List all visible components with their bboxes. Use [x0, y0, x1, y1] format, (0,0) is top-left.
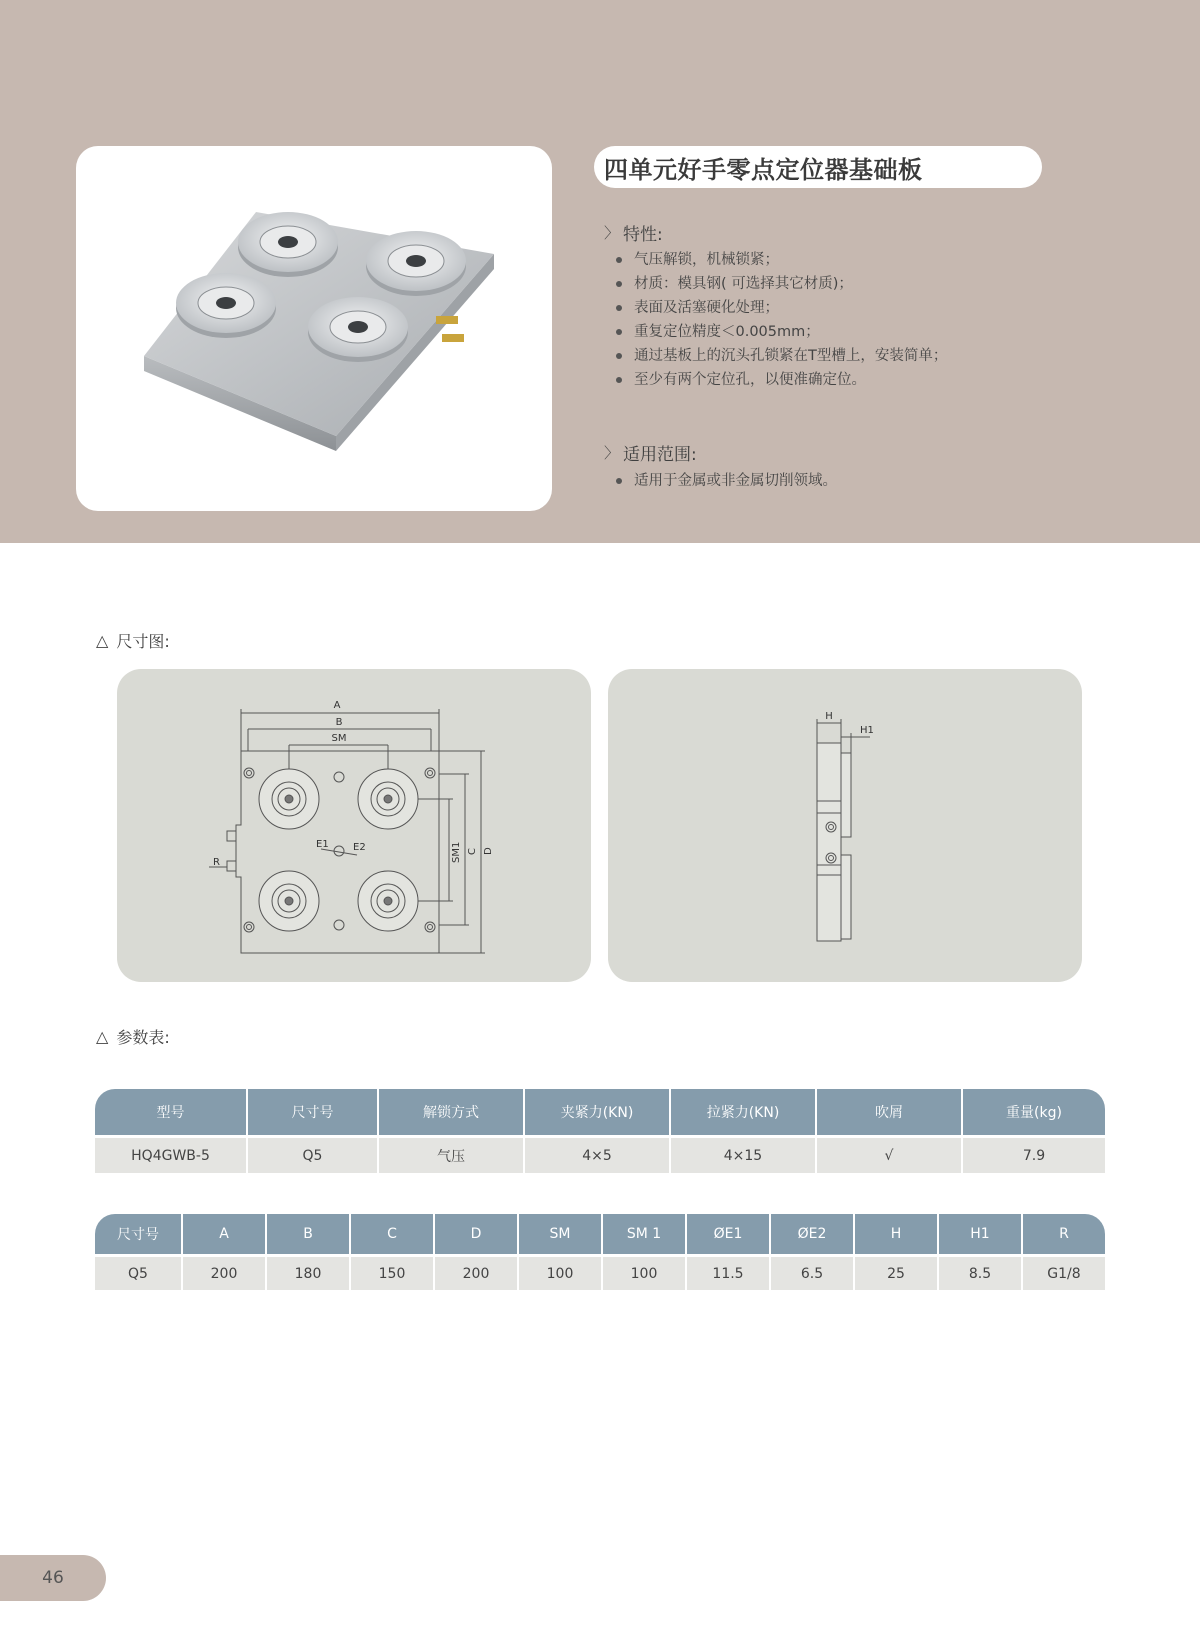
- dimension-section-title: △ 尺寸图:: [96, 631, 170, 651]
- dim-label-e2: E2: [353, 842, 366, 853]
- list-item: 至少有两个定位孔，以便准确定位。: [616, 368, 947, 392]
- table-cell: 100: [519, 1254, 603, 1290]
- table-header-cell: SM: [519, 1214, 603, 1254]
- table-header-cell: 尺寸号: [248, 1089, 379, 1135]
- table-header-cell: SM 1: [603, 1214, 687, 1254]
- table-header-cell: 吹屑: [817, 1089, 963, 1135]
- table-header-cell: A: [183, 1214, 267, 1254]
- triangle-icon: △: [96, 1027, 109, 1046]
- list-item: 重复定位精度＜0.005mm；: [616, 320, 947, 344]
- table-header-row: [95, 1089, 1105, 1135]
- table-cell: 180: [267, 1254, 351, 1290]
- dimension-spec-table: [95, 1214, 1105, 1290]
- dim-label-r: R: [213, 857, 220, 868]
- table-cell: HQ4GWB-5: [95, 1135, 248, 1173]
- locator-unit: [308, 297, 408, 362]
- dim-label-sm: SM: [331, 733, 347, 744]
- table-header-cell: 解锁方式: [379, 1089, 525, 1135]
- table-cell: 4×5: [525, 1135, 671, 1173]
- list-item: 适用于金属或非金属切削领域。: [616, 469, 837, 493]
- table-header-cell: R: [1023, 1214, 1105, 1254]
- bullet-icon: [616, 257, 622, 263]
- table-cell: 200: [435, 1254, 519, 1290]
- table-header-cell: H: [855, 1214, 939, 1254]
- table-cell: Q5: [248, 1135, 379, 1173]
- table-cell: 25: [855, 1254, 939, 1290]
- table-cell: 7.9: [963, 1135, 1105, 1173]
- dim-label-h: H: [825, 711, 833, 722]
- top-view-drawing: [117, 669, 591, 982]
- features-list: [616, 248, 947, 392]
- table-header-cell: D: [435, 1214, 519, 1254]
- params-section-title: △ 参数表:: [96, 1027, 170, 1047]
- top-view-drawing-card: [117, 669, 591, 982]
- locator-unit: [176, 273, 276, 338]
- table-cell: 8.5: [939, 1254, 1023, 1290]
- list-item: 通过基板上的沉头孔锁紧在T型槽上，安装简单；: [616, 344, 947, 368]
- table-header-cell: H1: [939, 1214, 1023, 1254]
- table-header-cell: B: [267, 1214, 351, 1254]
- bullet-icon: [616, 281, 622, 287]
- side-view-drawing-card: [608, 669, 1082, 982]
- dim-label-b: B: [335, 717, 343, 728]
- page-number: 46: [42, 1568, 64, 1588]
- bullet-icon: [616, 478, 622, 484]
- table-cell: 4×15: [671, 1135, 817, 1173]
- chevron-right-icon: 〉: [604, 444, 620, 462]
- scope-heading: [604, 440, 697, 465]
- bullet-icon: [616, 329, 622, 335]
- features-heading-text: 特性:: [623, 225, 663, 245]
- chevron-right-icon: 〉: [604, 224, 620, 242]
- table-header-cell: ØE2: [771, 1214, 855, 1254]
- scope-list: [616, 469, 837, 493]
- bullet-icon: [616, 377, 622, 383]
- bullet-icon: [616, 305, 622, 311]
- list-item: 表面及活塞硬化处理；: [616, 296, 947, 320]
- dim-label-d: D: [483, 847, 494, 855]
- table-cell: G1/8: [1023, 1254, 1105, 1290]
- model-spec-table: [95, 1089, 1105, 1173]
- table-cell: 11.5: [687, 1254, 771, 1290]
- hero-banner: [0, 0, 1200, 543]
- table-header-cell: 型号: [95, 1089, 248, 1135]
- dim-label-h1: H1: [860, 725, 874, 736]
- table-header-cell: C: [351, 1214, 435, 1254]
- locator-unit: [238, 212, 338, 277]
- table-header-cell: 重量(kg): [963, 1089, 1105, 1135]
- product-title: 四单元好手零点定位器基础板: [594, 146, 1042, 188]
- table-header-cell: 夹紧力(KN): [525, 1089, 671, 1135]
- dim-label-sm1: SM1: [451, 841, 462, 863]
- triangle-icon: △: [96, 631, 109, 650]
- table-cell: 100: [603, 1254, 687, 1290]
- dim-label-c: C: [467, 848, 478, 855]
- locator-unit: [366, 231, 466, 296]
- product-photo-card: [76, 146, 552, 511]
- table-cell: 150: [351, 1254, 435, 1290]
- table-header-row: [95, 1214, 1105, 1254]
- product-photo: [76, 146, 552, 511]
- list-item: 气压解锁，机械锁紧；: [616, 248, 947, 272]
- table-row: [95, 1135, 1105, 1173]
- features-heading: [604, 220, 663, 245]
- table-header-cell: 拉紧力(KN): [671, 1089, 817, 1135]
- table-row: [95, 1254, 1105, 1290]
- scope-heading-text: 适用范围:: [623, 445, 697, 465]
- table-cell: 200: [183, 1254, 267, 1290]
- table-cell: √: [817, 1135, 963, 1173]
- table-cell: 气压: [379, 1135, 525, 1173]
- side-view-drawing: [608, 669, 1082, 982]
- dim-label-e1: E1: [316, 839, 329, 850]
- table-cell: 6.5: [771, 1254, 855, 1290]
- list-item: 材质：模具钢( 可选择其它材质)；: [616, 272, 947, 296]
- dim-label-a: A: [333, 700, 341, 711]
- bullet-icon: [616, 353, 622, 359]
- table-cell: Q5: [95, 1254, 183, 1290]
- page-number-tab: [0, 1555, 106, 1601]
- table-header-cell: 尺寸号: [95, 1214, 183, 1254]
- table-header-cell: ØE1: [687, 1214, 771, 1254]
